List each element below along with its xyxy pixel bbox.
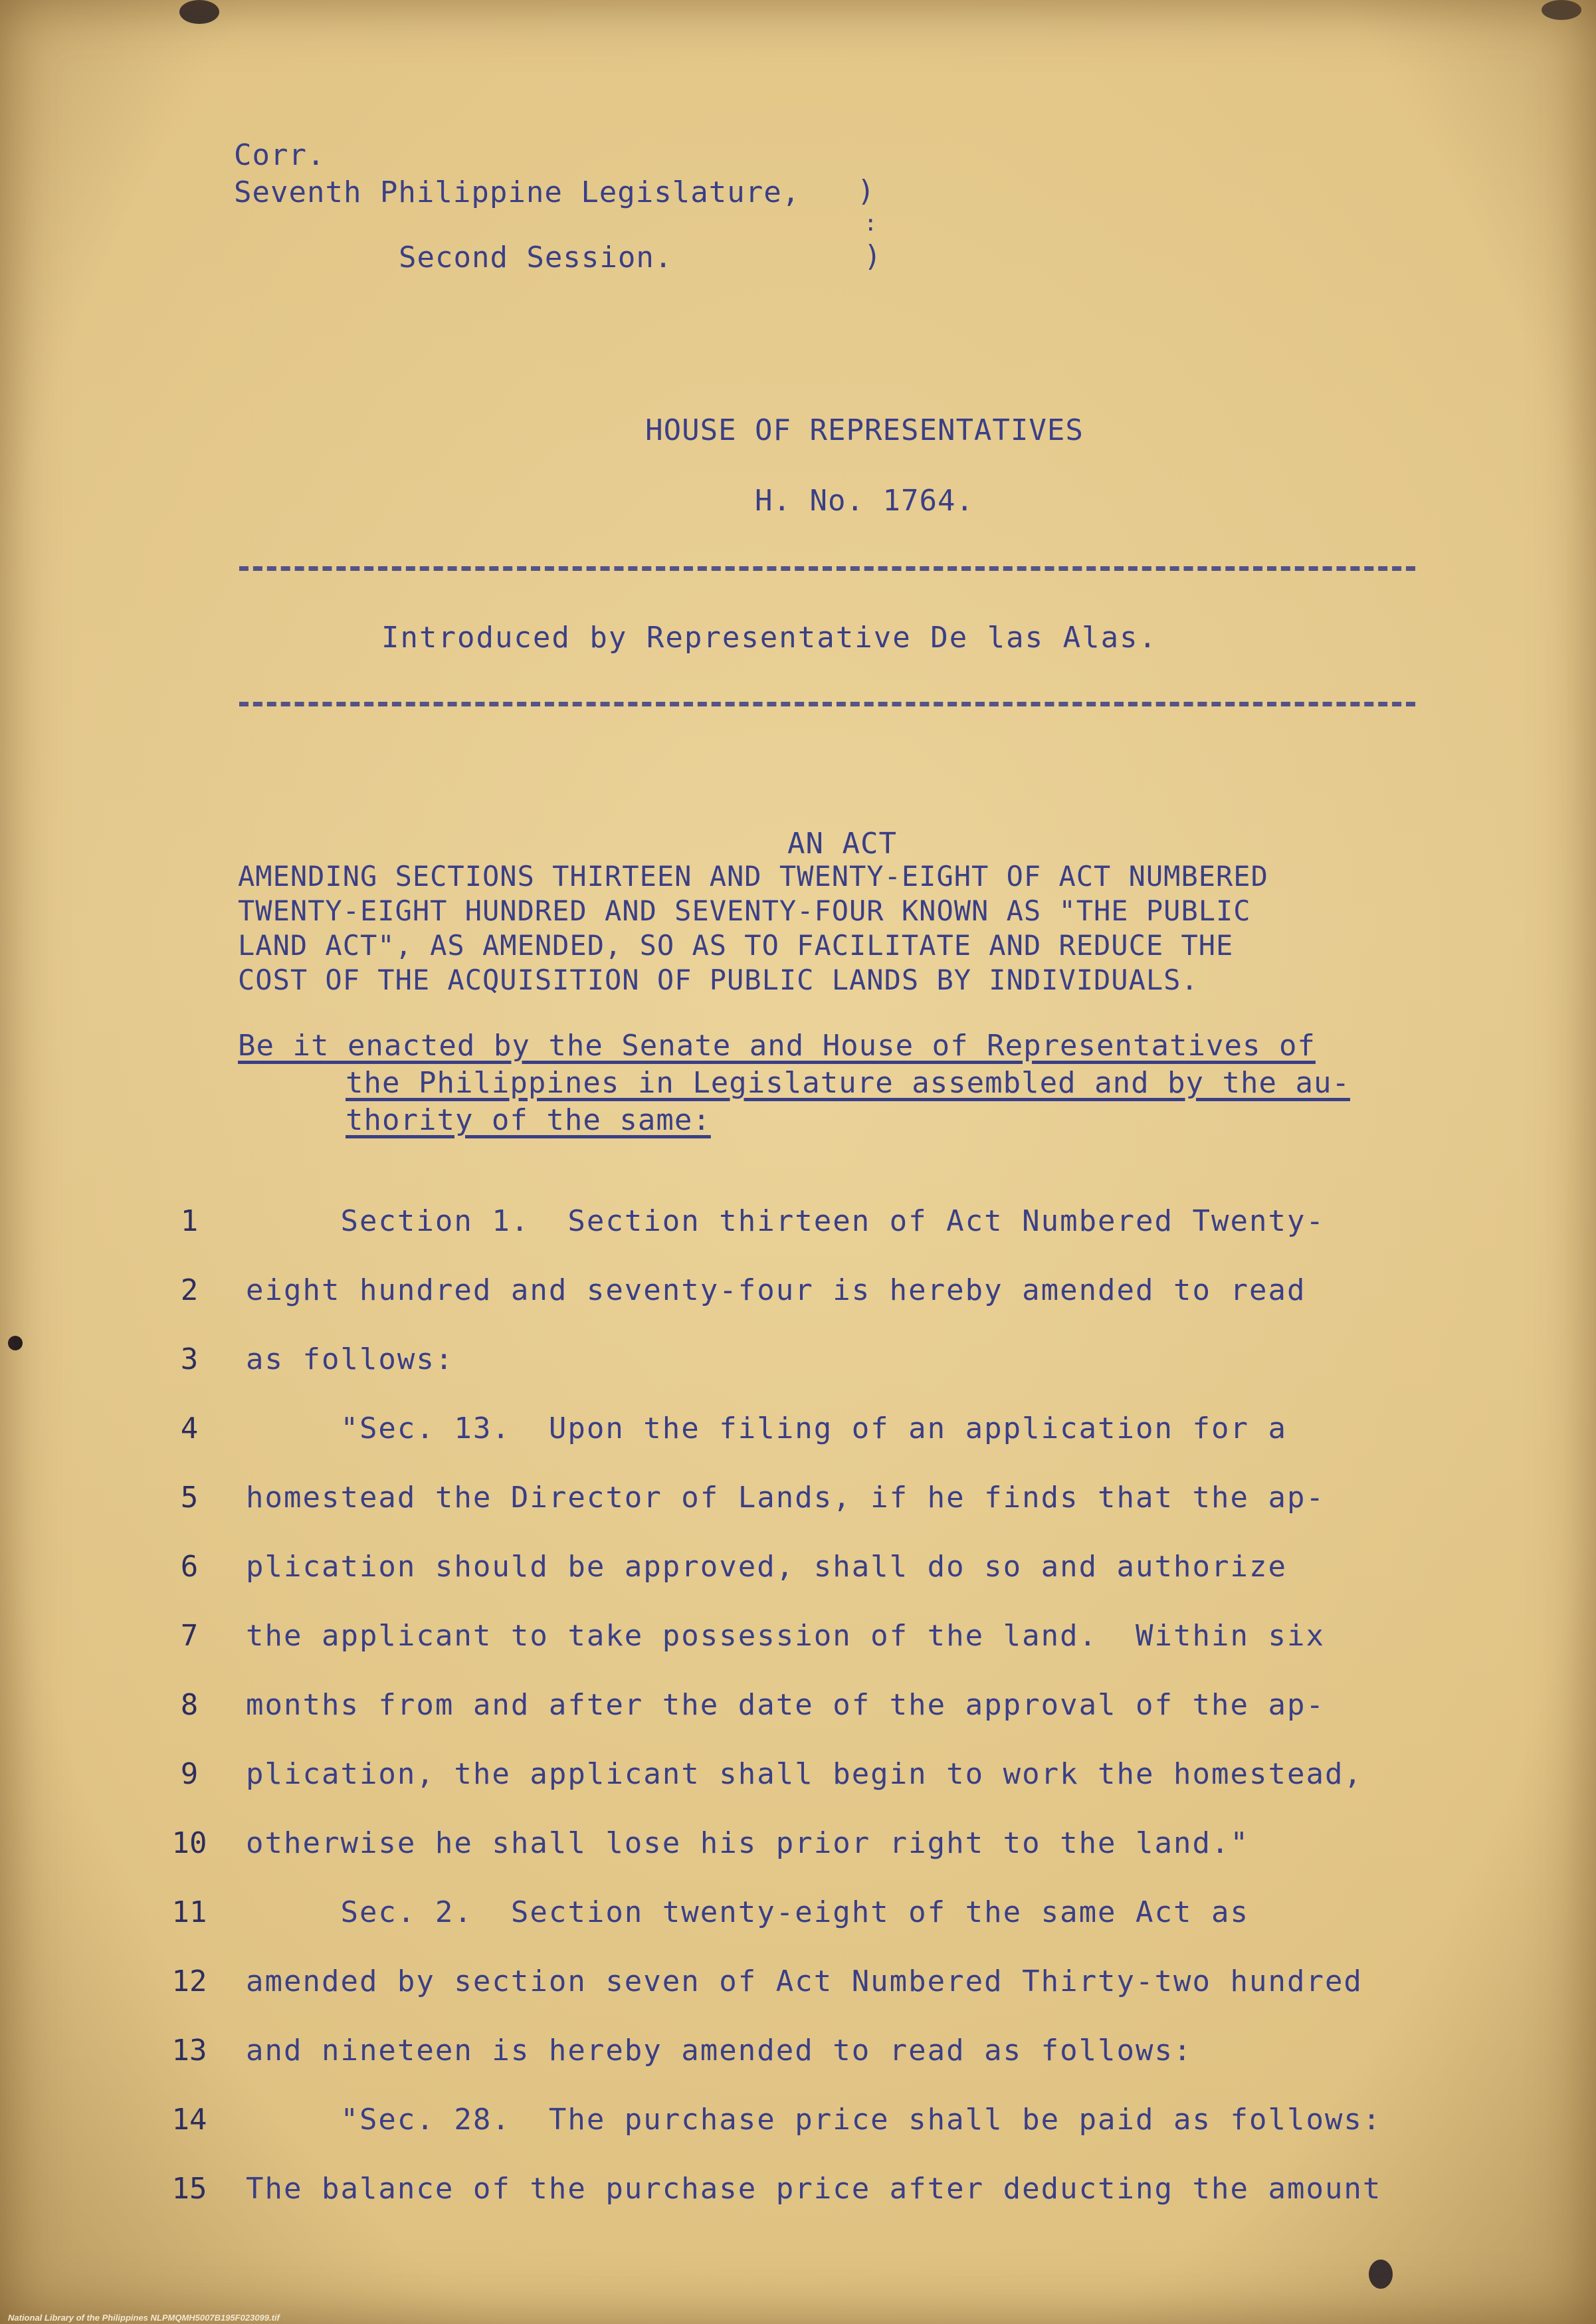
line-number: 4 [180, 1412, 199, 1445]
enacting-clause-line-3: thority of the same: [346, 1103, 711, 1137]
line-number: 8 [180, 1688, 199, 1722]
act-title-line-4: COST OF THE ACQUISITION OF PUBLIC LANDS BY INDIVIDUALS. [238, 964, 1199, 996]
line-number: 10 [171, 1826, 207, 1860]
introduced-by: Introduced by Representative De las Alas. [381, 621, 1158, 655]
line-text: otherwise he shall lose his prior right to the land." [246, 1826, 1249, 1860]
separator-bottom [239, 702, 1415, 706]
line-text: amended by section seven of Act Numbered Thirty-two hundred [246, 1964, 1363, 1998]
bill-number: H. No. 1764. [755, 484, 974, 518]
line-number: 9 [180, 1757, 199, 1791]
act-title-line-2: TWENTY-EIGHT HUNDRED AND SEVENTY-FOUR KNOWN AS "THE PUBLIC [238, 895, 1251, 927]
line-text: homestead the Director of Lands, if he finds that the ap- [246, 1481, 1325, 1515]
corr-label: Corr. [234, 138, 326, 172]
bracket-mid: : [864, 210, 878, 237]
ink-blot [8, 1336, 23, 1350]
legislature-label: Seventh Philippine Legislature, [234, 175, 801, 209]
line-text: "Sec. 13. Upon the filing of an application for a [246, 1412, 1287, 1445]
line-number: 5 [180, 1481, 199, 1515]
bracket-bottom: ) [864, 239, 882, 273]
line-number: 1 [180, 1204, 199, 1238]
line-text: The balance of the purchase price after deducting the amount [246, 2172, 1382, 2206]
line-number: 15 [171, 2172, 207, 2206]
line-number: 12 [171, 1964, 207, 1998]
line-text: Section 1. Section thirteen of Act Numbered Twenty- [246, 1204, 1325, 1238]
line-text: Sec. 2. Section twenty-eight of the same Act as [246, 1895, 1249, 1929]
act-title-line-1: AMENDING SECTIONS THIRTEEN AND TWENTY-EIGHT OF ACT NUMBERED [238, 860, 1268, 893]
line-number: 2 [180, 1273, 199, 1307]
line-text: as follows: [246, 1342, 454, 1376]
line-text: "Sec. 28. The purchase price shall be paid as follows: [246, 2103, 1382, 2137]
line-text: eight hundred and seventy-four is hereby amended to read [246, 1273, 1306, 1307]
line-number: 13 [171, 2034, 207, 2067]
enacting-clause-line-2: the Philippines in Legislature assembled and by the au- [346, 1066, 1350, 1100]
line-number: 11 [171, 1895, 207, 1929]
house-heading: HOUSE OF REPRESENTATIVES [645, 413, 1084, 447]
line-number: 7 [180, 1619, 199, 1653]
archive-footer: National Library of the Philippines NLPMQMH5007B195F023099.tif [8, 2313, 280, 2323]
bracket-top: ) [857, 174, 876, 208]
line-text: months from and after the date of the approval of the ap- [246, 1688, 1325, 1722]
enacting-clause-line-1: Be it enacted by the Senate and House of Representatives of [238, 1029, 1316, 1063]
ink-blot [1369, 2260, 1393, 2289]
act-heading: AN ACT [787, 827, 897, 861]
line-number: 3 [180, 1342, 199, 1376]
line-text: the applicant to take possession of the land. Within six [246, 1619, 1325, 1653]
line-number: 14 [171, 2103, 207, 2137]
line-number: 6 [180, 1550, 199, 1584]
ink-blot [179, 0, 219, 24]
line-text: plication should be approved, shall do so and authorize [246, 1550, 1287, 1584]
session-label: Second Session. [399, 241, 673, 274]
separator-top [239, 566, 1415, 571]
line-text: plication, the applicant shall begin to work the homestead, [246, 1757, 1363, 1791]
act-title-line-3: LAND ACT", AS AMENDED, SO AS TO FACILITATE AND REDUCE THE [238, 929, 1234, 962]
line-text: and nineteen is hereby amended to read as follows: [246, 2034, 1193, 2067]
ink-blot [1542, 0, 1581, 20]
